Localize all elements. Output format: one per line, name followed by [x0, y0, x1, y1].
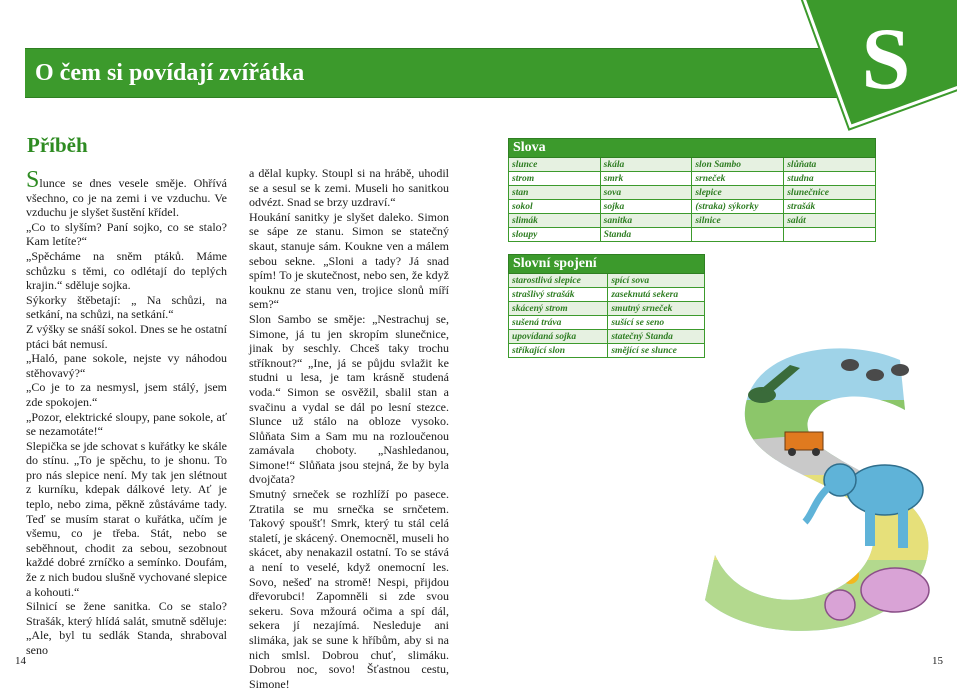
- table-cell: slunce: [509, 158, 601, 172]
- story-paragraph: Z výšky se snáší sokol. Dnes se he ostatní ptáci bát nemusí.: [26, 321, 227, 351]
- story-paragraph: Slepička se jde schovat s kuřátky ke skále do stínu. „To je spěchu, to je shonu. To pro nás slepice není. My tak jen slétnout z kurníku, kdepak dálkové lety. Ať je teplo, nebo zima, pěkně zůstáváme tady. Teď se musím starat o kuřátka, učím je všemu, co je třeba. Stát, nebo se seběhnout, chodit za sebou, sezobnout každé dobré zrníčko a semínko. Doufám, že z nich budou slušně vychované slepice a kohouti.“: [26, 438, 227, 599]
- story-column-2: [249, 166, 449, 691]
- table-cell: smějící se slunce: [608, 344, 705, 358]
- story-paragraph: „Spěcháme na sněm ptáků. Máme schůzku s těmi, co odlétají do teplých krajin.“ sděluje sojka.: [26, 248, 227, 293]
- table-cell: silnice: [692, 214, 784, 228]
- story-paragraph: Silnicí se žene sanitka. Co se stalo? Strašák, který hlídá salát, smutně sděluje: „Ale, byl tu sedlák Standa, shraboval seno: [26, 599, 227, 657]
- story-paragraph: „Pozor, elektrické sloupy, pane sokole, ať se nezamotáte!“: [26, 409, 227, 439]
- page-number-left: 14: [15, 655, 26, 667]
- table-cell: slepice: [692, 186, 784, 200]
- table-row: [509, 186, 876, 200]
- table-cell: sokol: [509, 200, 601, 214]
- table-cell: srneček: [692, 172, 784, 186]
- story-paragraph: Houkání sanitky je slyšet daleko. Simon se sápe ze stanu. Simon se statečný skaut, stanuje sám. Koukne ven a málem sebou sekne. „Sloni a tady? Já snad spím! To je skutečnost, nebo sen, že když kouknu ze stanu ven, trojice slonů míří sem?“: [249, 209, 449, 312]
- table-cell: slůňata: [784, 158, 876, 172]
- table-cell: [692, 228, 784, 242]
- table-cell: salát: [784, 214, 876, 228]
- table-row: [509, 288, 705, 302]
- story-paragraph: Smutný srneček se rozhlíží po pasece. Ztratila se mu srnečka se srnčetem. Takový spoušť! Smrk, který tu stál celá staletí, je skácený. Onemocněl, museli ho skácet, aby nenakazil ostatní. To se stává a není to veselé, když onemocní les. Sovo, nešeď na stromě! Nespi, přijdou dřevorubci! Zapomněli si zde svou sekeru. Sova mžourá očima a spí dál, sekera jí nezajímá. Nesleduje ani slimáka, jak se sune k hříbům, aby si na nich smlsl. Dobrou chuť, slimáku. Dobrou noc, sovo! Šťastnou cestu, Simone!: [249, 487, 449, 691]
- table-row: [509, 214, 876, 228]
- table-row: [509, 316, 705, 330]
- table-row: [509, 344, 705, 358]
- story-paragraph: Sýkorky štěbetají: „ Na schůzi, na setkání, na schůzi, na setkání.“: [26, 292, 227, 322]
- slova-title: Slova: [509, 139, 876, 158]
- drop-cap: S: [26, 167, 40, 193]
- table-cell: stříkající slon: [509, 344, 608, 358]
- table-cell: sloupy: [509, 228, 601, 242]
- table-cell: smrk: [600, 172, 692, 186]
- table-row: [509, 274, 705, 288]
- table-cell: studna: [784, 172, 876, 186]
- table-cell: sojka: [600, 200, 692, 214]
- page-number-right: 15: [932, 655, 943, 667]
- table-cell: slon Sambo: [692, 158, 784, 172]
- title-banner: [25, 48, 877, 98]
- table-row: [509, 228, 876, 242]
- story-column-1: [26, 167, 227, 658]
- story-paragraph: Slunce se dnes vesele směje. Ohřívá všechno, co je na zemi i ve vzduchu. Ve vzduchu je slyšet šustění křídel.: [26, 167, 227, 220]
- table-row: [509, 158, 876, 172]
- table-cell: sušená tráva: [509, 316, 608, 330]
- table-cell: sova: [600, 186, 692, 200]
- table-cell: skála: [600, 158, 692, 172]
- table-cell: statečný Standa: [608, 330, 705, 344]
- table-cell: upovídaná sojka: [509, 330, 608, 344]
- slovni-spojeni-title: Slovní spojení: [509, 255, 705, 274]
- table-row: [509, 172, 876, 186]
- story-paragraph: a dělal kupky. Stoupl si na hrábě, uhodil se a sesul se k zemi. Museli ho sanitkou odvézt. Snad se brzy uzdraví.“: [249, 166, 449, 210]
- table-cell: sanitka: [600, 214, 692, 228]
- slova-table: [508, 138, 876, 242]
- table-cell: slimák: [509, 214, 601, 228]
- table-row: [509, 330, 705, 344]
- story-paragraph: Slon Sambo se směje: „Nestrachuj se, Simone, já tu jen skropím slunečnice, jinak by seschly. Chceš taky trochu stříknout?“ „Ine, já se půjdu svlažit ke studni u lesa, je tam krásně studená voda.“ Simon se osvěžil, sbalil stan a svačinu a vydal se dál po lesní stezce. Slunce už stálo na obloze vysoko. Slůňata Sim a Sam mu na rozloučenou zamávala choboty. „Nashledanou, Simone!“ Slůňata jsou stejná, že by byla dvojčata?: [249, 311, 449, 487]
- letter-s: S: [861, 11, 911, 108]
- table-cell: Standa: [600, 228, 692, 242]
- letter-s-illustration: [700, 340, 957, 640]
- slovni-spojeni-table: [508, 254, 705, 358]
- table-cell: (straka) sýkorky: [692, 200, 784, 214]
- story-paragraph: „Haló, pane sokole, nejste vy náhodou stěhovavý?“: [26, 351, 227, 380]
- table-cell: strom: [509, 172, 601, 186]
- table-cell: strašák: [784, 200, 876, 214]
- page-title: O čem si povídají zvířátka: [35, 60, 305, 86]
- table-cell: zaseknutá sekera: [608, 288, 705, 302]
- table-cell: [784, 228, 876, 242]
- story-paragraph: „Co je to za nesmysl, jsem stálý, jsem zde spokojen.“: [26, 380, 227, 409]
- table-cell: slunečnice: [784, 186, 876, 200]
- table-cell: stan: [509, 186, 601, 200]
- section-title: Příběh: [27, 133, 88, 157]
- table-cell: skácený strom: [509, 302, 608, 316]
- story-paragraph: „Co to slyším? Paní sojko, co se stalo? Kam letíte?“: [26, 219, 227, 249]
- table-cell: smutný srneček: [608, 302, 705, 316]
- table-cell: strašlivý strašák: [509, 288, 608, 302]
- table-cell: spící sova: [608, 274, 705, 288]
- table-row: [509, 302, 705, 316]
- table-row: [509, 200, 876, 214]
- table-cell: starostlivá slepice: [509, 274, 608, 288]
- table-cell: sušící se seno: [608, 316, 705, 330]
